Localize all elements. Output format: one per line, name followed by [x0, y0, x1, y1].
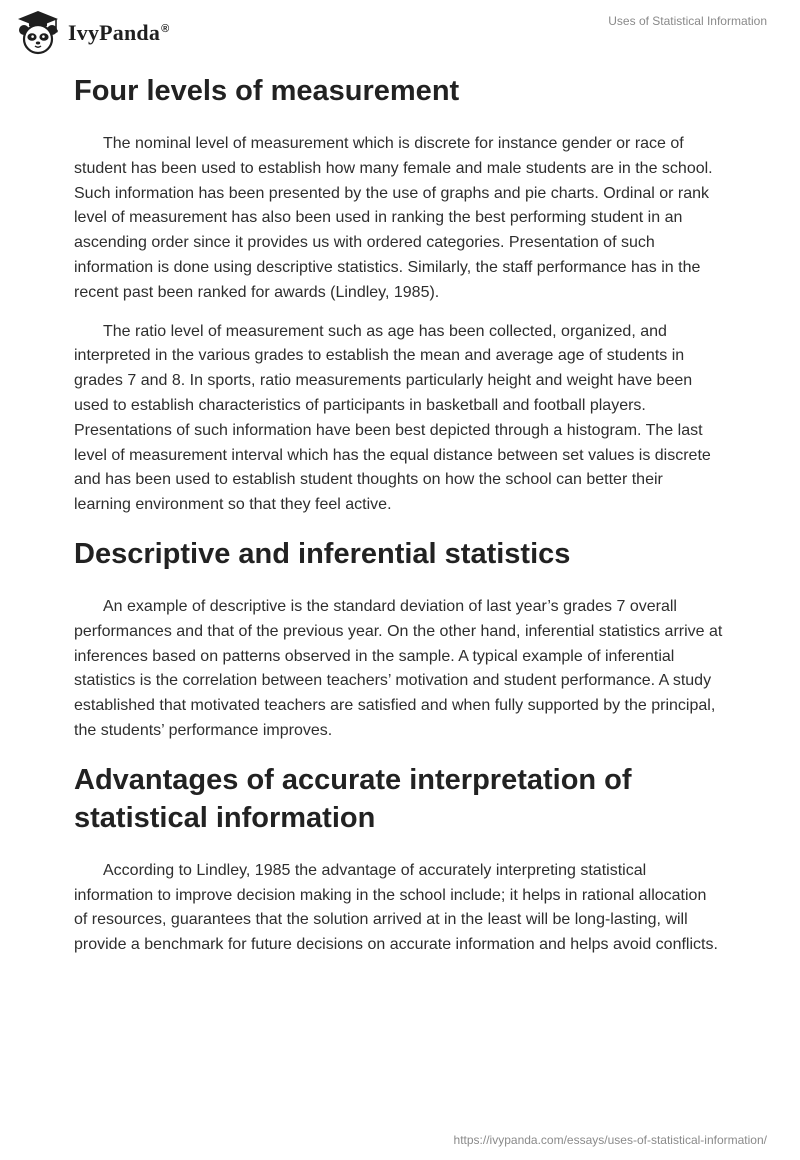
footer-url[interactable]: https://ivypanda.com/essays/uses-of-statistical-information/	[453, 1133, 767, 1147]
section-heading-levels: Four levels of measurement	[74, 75, 460, 107]
page-header	[0, 0, 800, 64]
paragraph: An example of descriptive is the standard deviation of last year’s grades 7 overall performances and that of the previous year. On the other hand, inferential statistics arrive at inferences based on patterns observed in the sample. A typical example of inferential statistics is the correlation between teachers’ motivation and student performance. A study established that motivated teachers are satisfied and when fully supported by the principal, the students’ performance improves.	[74, 597, 723, 739]
paragraph: According to Lindley, 1985 the advantage of accurately interpreting statistical information to improve decision making in the school include; it helps in rational allocation of resources, guarantees that the solution arrived at in the least will be long-lasting, will provide a benchmark for future decisions on accurate information and helps avoid conflicts.	[74, 861, 718, 954]
essay-content	[74, 72, 724, 958]
paragraph: The nominal level of measurement which is discrete for instance gender or race of student has been used to establish how many female and male students are in the school. Such information has been presented by the use of graphs and pie charts. Ordinal or rank level of measurement has also been used in ranking the best performing student in an ascending order since it provides us with ordered categories. Presentation of such information is done using descriptive statistics. Similarly, the staff performance has in the recent past been ranked for awards (Lindley, 1985).	[74, 135, 713, 301]
panda-graduate-icon	[14, 8, 62, 56]
section-heading-descriptive: Descriptive and inferential statistics	[74, 537, 571, 570]
paragraph: The ratio level of measurement such as age has been collected, organized, and interpreted in the various grades to establish the mean and average age of students in grades 7 and 8. In sports, ratio measurements particularly height and weight have been used to establish characteristics of participants in basketball and football players. Presentations of such information have been best depicted through a histogram. The last level of measurement interval which has the equal distance between set values is discrete and has been used to establish student thoughts on how the school can better their learning environment so that they feel active.	[74, 322, 711, 514]
section-heading-advantages: Advantages of accurate interpretation of statistical information	[74, 763, 632, 834]
ivypanda-logo[interactable]	[14, 8, 169, 56]
document-title: Uses of Statistical Information	[608, 14, 767, 28]
brand-name: IvyPanda®	[68, 20, 170, 45]
